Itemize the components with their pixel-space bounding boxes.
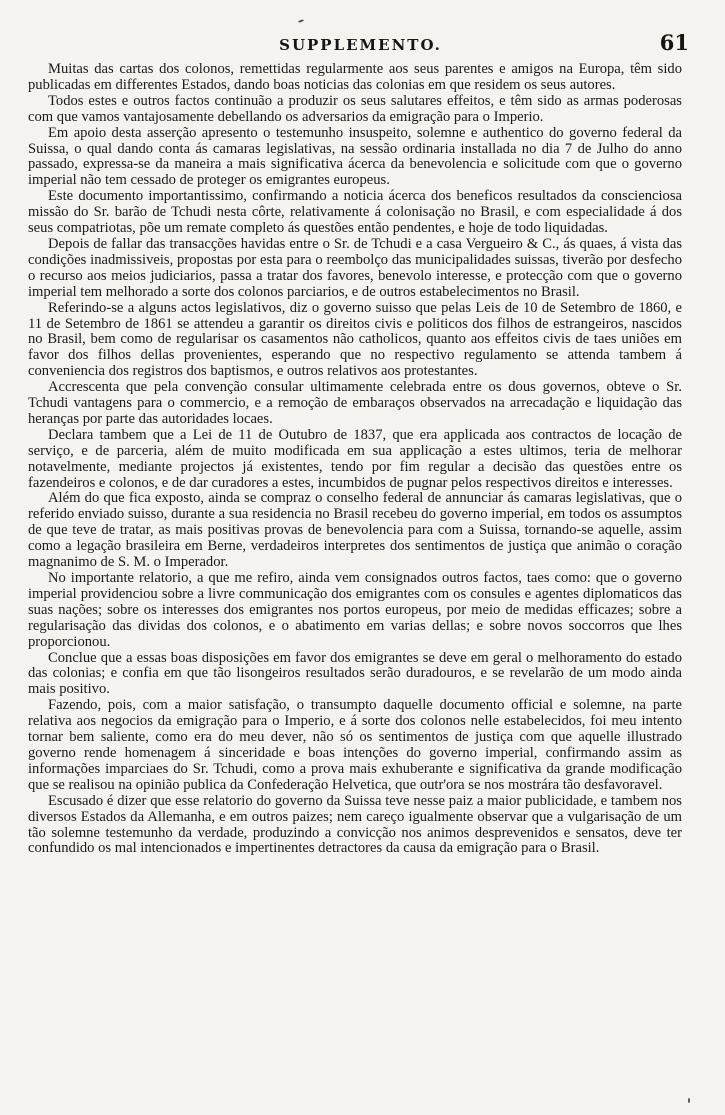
body-text bbox=[28, 62, 682, 857]
paragraph: No importante relatorio, a que me refiro, ainda vem consignados outros factos, taes como: que o governo imperial providenciou sobre a livre communicação dos emigrantes com os consules e agentes diplomaticos das suas nações; sobre os interesses dos emigrantes nos portos europeus, por meio de medidas efficazes; sobre a regularisação das dividas dos colonos, e o abatimento em varias dellas; e sobre novos soccorros que lhes proporcionou. bbox=[28, 570, 682, 650]
paper-speck bbox=[298, 19, 304, 23]
paper-speck bbox=[688, 1098, 690, 1103]
paragraph: Este documento importantissimo, confirmando a noticia ácerca dos beneficos resultados da conscienciosa missão do Sr. barão de Tchudi nesta côrte, relativamente á colonisação no Brasil, e com especialidade á dos seus compatriotas, põe um remate completo ás questões então pendentes, e hoje de todo liquidadas. bbox=[28, 188, 682, 237]
paragraph: Fazendo, pois, com a maior satisfação, o transumpto daquelle documento official e solemne, na parte relativa aos negocios da emigração para o Imperio, e á sorte dos colonos nelle estabelecidos, foi meu intento tornar bem saliente, como era do meu dever, não só os sentimentos de justiça com que aquelle illustrado governo rende homenagem á sinceridade e boas intenções do governo imperial, confirmando assim as informações imparciaes do Sr. Tchudi, como a prova mais exhuberante e significativa da grande modificação que se realisou na opinião publica da Confederação Helvetica, que outr'ora se nos mostrára tão desfavoravel. bbox=[28, 697, 682, 793]
paragraph: Referindo-se a alguns actos legislativos, diz o governo suisso que pelas Leis de 10 de Setembro de 1860, e 11 de Setembro de 1861 se attendeu a garantir os direitos civis e politicos dos filhos de estrangeiros, nascidos no Brasil, bem como de regularisar os casamentos não catholicos, quanto aos effeitos civis de taes uniões em favor dos filhos dellas provenientes, esperando que no respectivo regulamento se attenda tambem á conveniencia dos registros dos baptismos, e outros relativos aos protestantes. bbox=[28, 299, 682, 380]
paragraph: Accrescenta que pela convenção consular ultimamente celebrada entre os dous governos, obteve o Sr. Tchudi vantagens para o commercio, e a remoção de embaraços observados na arrecadação e liquidação das heranças por parte das autoridades locaes. bbox=[28, 379, 682, 427]
page-header bbox=[28, 30, 693, 60]
paragraph: Conclue que a essas boas disposições em favor dos emigrantes se deve em geral o melhoramento do estado das colonias; e confia em que tão lisongeiros resultados serão duradouros, e se revelarão de um modo ainda mais positivo. bbox=[28, 649, 682, 698]
paragraph: Todos estes e outros factos continuão a produzir os seus salutares effeitos, e têm sido as armas poderosas com que vamos vantajosamente debellando os adversarios da emigração para o Imperio. bbox=[28, 92, 682, 125]
paragraph: Em apoio desta asserção apresento o testemunho insuspeito, solemne e authentico do governo federal da Suissa, o qual dando conta ás camaras legislativas, na sessão ordinaria installada no dia 7 de Julho do anno passado, expressa-se da maneira a mais significativa ácerca da benevolencia e solicitude com que o governo imperial não tem cessado de proteger os emigrantes europeus. bbox=[28, 124, 682, 189]
page-number: 61 bbox=[659, 30, 689, 55]
paragraph: Depois de fallar das transacções havidas entre o Sr. de Tchudi e a casa Vergueiro & C., ás quaes, á vista das condições inadmissiveis, propostas por esta para o reembolço das municipalidades suissas, tiverão por desfecho o recurso aos meios judiciarios, passa a tratar dos favores, benevolo interesse, e protecção com que o governo imperial tem melhorado a sorte dos colonos parciarios, e de outros estabelecimentos no Brasil. bbox=[28, 235, 682, 300]
paragraph: Escusado é dizer que esse relatorio do governo da Suissa teve nesse paiz a maior publicidade, e tambem nos diversos Estados da Allemanha, e em outros paizes; nem careço igualmente observar que a vulgarisação de um tão solemne testemunho da verdade, produzindo a convicção nos animos desprevenidos e sensatos, deve ter confundido os mal intencionados e impertinentes detractores da causa da emigração para o Brasil. bbox=[28, 792, 682, 857]
paragraph: Declara tambem que a Lei de 11 de Outubro de 1837, que era applicada aos contractos de locação de serviço, e de parceria, além de muito modificada em sua applicação a estes ultimos, teria de melhorar notavelmente, mediante projectos já existentes, tendo por fim regular a decisão das questões entre os fazendeiros e colonos, e de dar curadores a estes, incumbidos de pugnar pelos respectivos direitos e interesses. bbox=[28, 426, 682, 491]
running-title: SUPPLEMENTO. bbox=[279, 36, 442, 54]
paragraph: Além do que fica exposto, ainda se compraz o conselho federal de annunciar ás camaras legislativas, que o referido enviado suisso, durante a sua residencia no Brasil recebeu do governo imperial, em todos os assumptos de que teve de tratar, as mais positivas provas de benevolencia para com a Suissa, tornando-se aquelle, assim como a legação brasileira em Berne, verdadeiros interpretes dos sentimentos de justiça que animão o coração magnanimo de S. M. o Imperador. bbox=[28, 490, 682, 571]
paragraph: Muitas das cartas dos colonos, remettidas regularmente aos seus parentes e amigos na Europa, têm sido publicadas em differentes Estados, dando boas noticias das colonias em que residem os seus autores. bbox=[28, 61, 682, 93]
